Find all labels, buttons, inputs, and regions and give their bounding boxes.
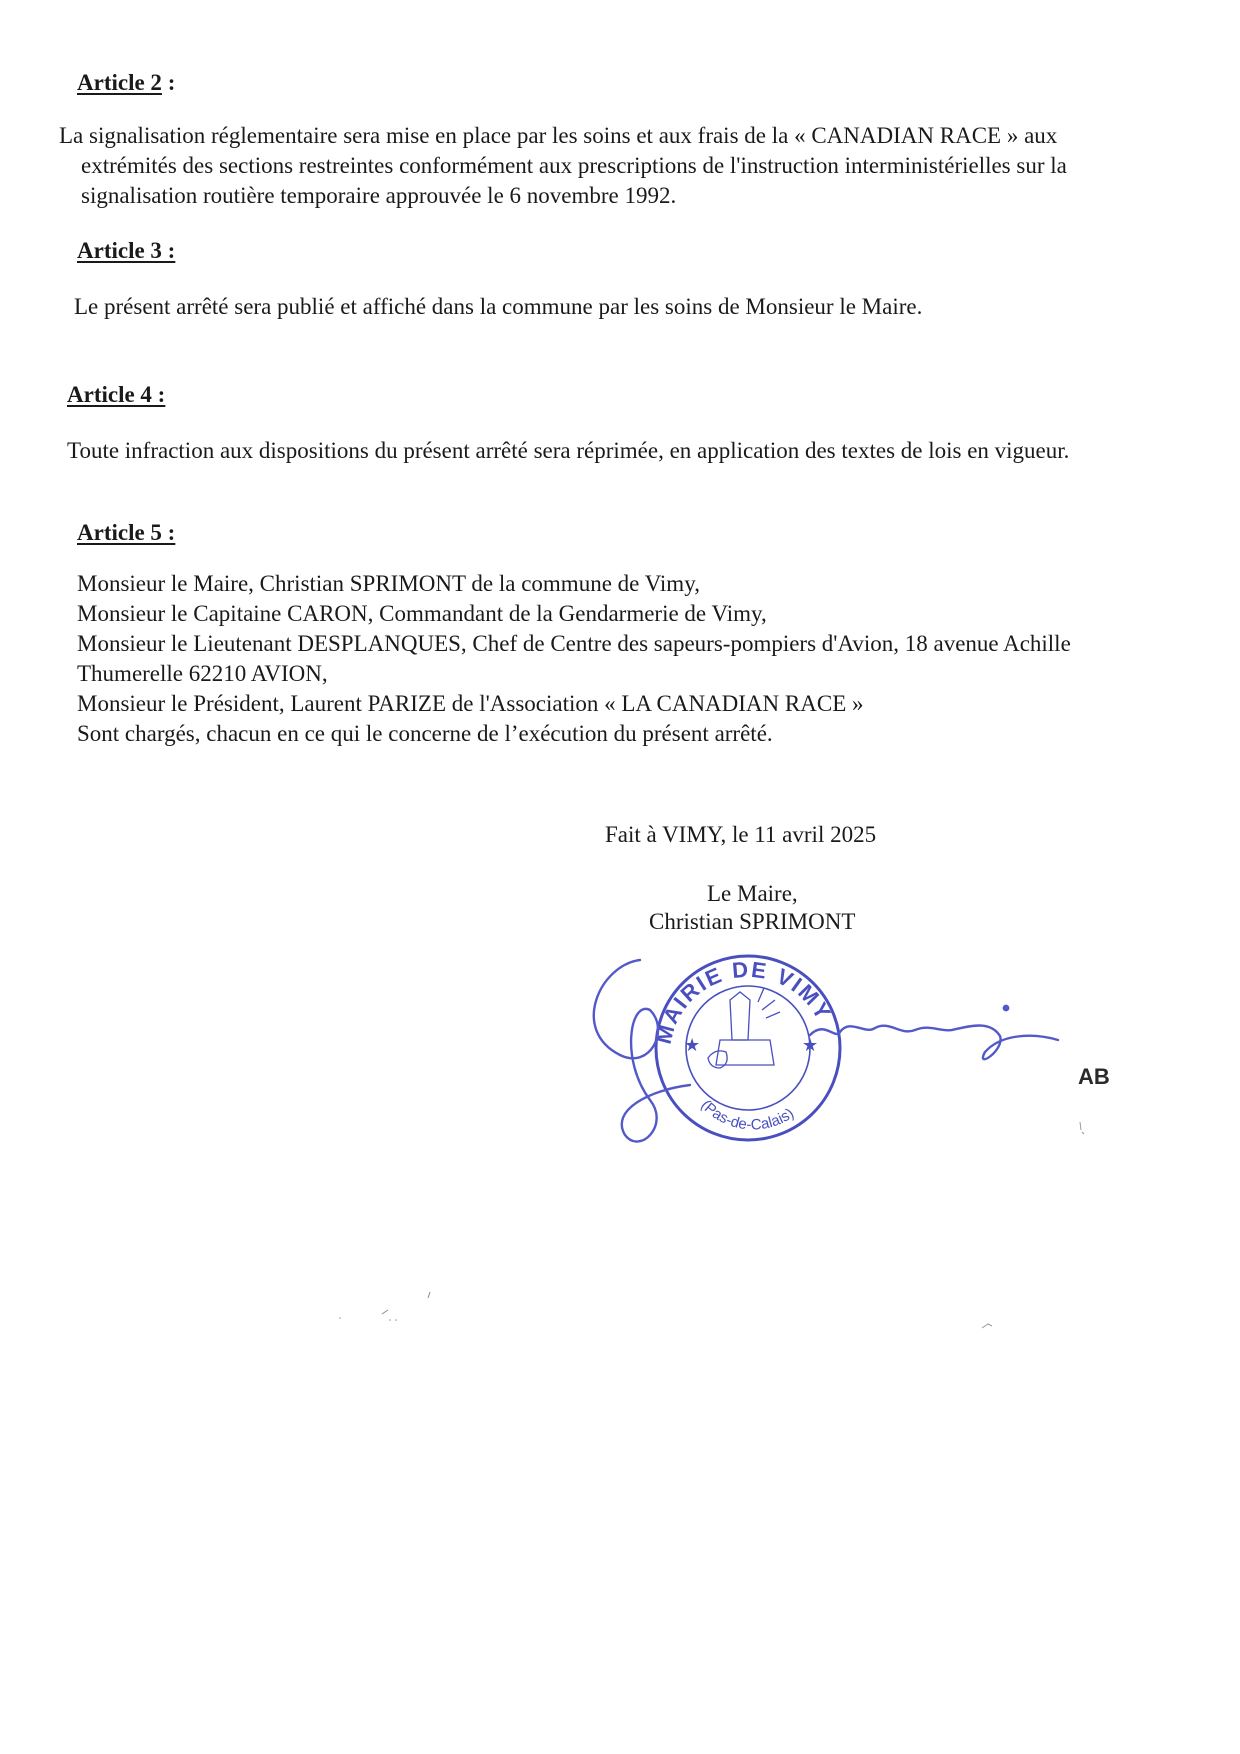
handwritten-signature bbox=[594, 960, 1058, 1142]
article-2-text bbox=[59, 121, 1199, 151]
article-5-line: Sont chargés, chacun en ce qui le concerne de l’exécution du présent arrêté. bbox=[77, 721, 773, 746]
scan-mark bbox=[1076, 1120, 1088, 1136]
article-5-heading-label: Article 5 : bbox=[77, 520, 176, 545]
article-2-line-2: extrémités des sections restreintes conformément aux prescriptions de l'instruction interministérielles sur la bbox=[81, 153, 1067, 178]
article-5-heading bbox=[77, 520, 175, 546]
stamp-and-signature bbox=[580, 940, 1120, 1170]
article-2-text-cont bbox=[81, 151, 1199, 211]
article-5-line: Monsieur le Lieutenant DESPLANQUES, Chef de Centre des sapeurs-pompiers d'Avion, 18 avenue Achille bbox=[77, 631, 1071, 656]
place-date: Fait à VIMY, le 11 avril 2025 bbox=[605, 822, 877, 847]
mairie-stamp bbox=[651, 956, 840, 1140]
article-5-line: Monsieur le Capitaine CARON, Commandant de la Gendarmerie de Vimy, bbox=[77, 601, 767, 626]
stamp-bottom-text: (Pas-de-Calais) bbox=[697, 1096, 798, 1134]
signatory-role: Le Maire, bbox=[707, 881, 798, 906]
article-2-heading-label: Article 2 bbox=[77, 70, 162, 95]
article-3-heading-label: Article 3 : bbox=[77, 238, 176, 263]
article-5-line: Monsieur le Maire, Christian SPRIMONT de la commune de Vimy, bbox=[77, 571, 700, 596]
initials: AB bbox=[1078, 1064, 1110, 1089]
stamp-emblem-icon bbox=[708, 988, 780, 1068]
article-4-heading-label: Article 4 : bbox=[67, 382, 166, 407]
article-2-line-3: signalisation routière temporaire approuvée le 6 novembre 1992. bbox=[81, 183, 677, 208]
svg-text:(Pas-de-Calais) bbox=[697, 1097, 797, 1134]
article-2-line-1: La signalisation réglementaire sera mise en place par les soins et aux frais de la « CANADIAN RACE » aux bbox=[59, 123, 1058, 148]
article-4-text: Toute infraction aux dispositions du présent arrêté sera réprimée, en application des textes de lois en vigueur. bbox=[67, 438, 1070, 463]
scan-mark bbox=[330, 1290, 450, 1330]
article-3-heading bbox=[77, 238, 175, 264]
article-5-line: Thumerelle 62210 AVION, bbox=[77, 661, 328, 686]
article-5-line: Monsieur le Président, Laurent PARIZE de l'Association « LA CANADIAN RACE » bbox=[77, 691, 864, 716]
article-5-body bbox=[77, 569, 1071, 749]
article-2-heading bbox=[77, 70, 175, 96]
article-2-heading-suffix: : bbox=[161, 70, 176, 95]
stamp-star-icon: ★ bbox=[684, 1035, 701, 1056]
article-4-heading bbox=[67, 382, 165, 408]
article-3-text: Le présent arrêté sera publié et affiché dans la commune par les soins de Monsieur le Maire. bbox=[74, 294, 923, 319]
stamp-star-icon: ★ bbox=[802, 1035, 819, 1056]
stamp-top-text: MAIRIE DE VIMY bbox=[650, 956, 837, 1047]
scan-mark bbox=[980, 1320, 1000, 1332]
signatory-name: Christian SPRIMONT bbox=[649, 909, 856, 934]
